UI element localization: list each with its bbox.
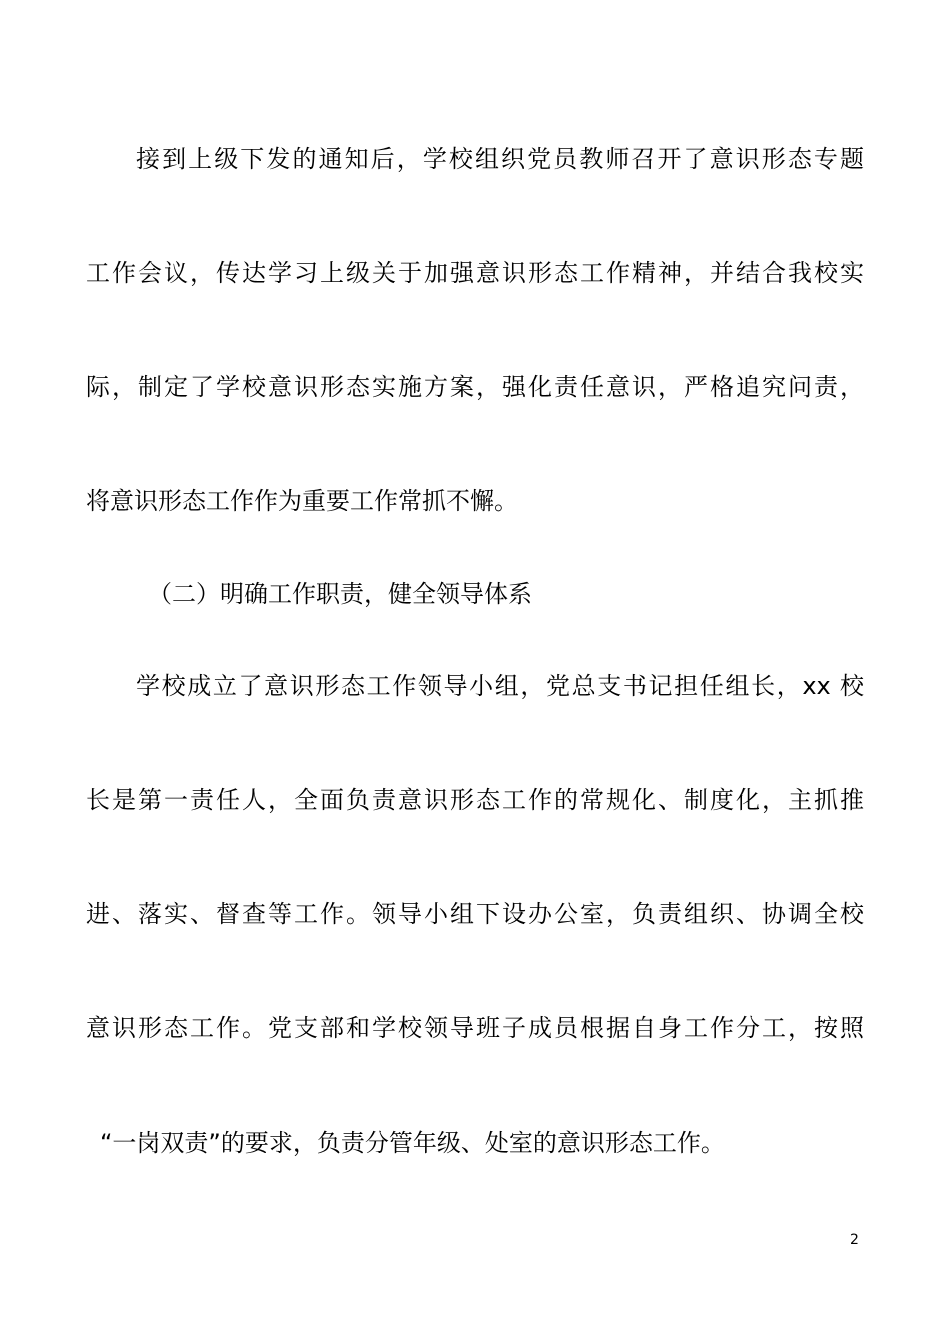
section-heading: （二）明确工作职责，健全领导体系 [148,580,532,608]
paragraph-1-line-2: 工作会议，传达学习上级关于加强意识形态工作精神，并结合我校实 [86,259,864,287]
paragraph-2-line-4: 意识形态工作。党支部和学校领导班子成员根据自身工作分工，按照 [86,1014,864,1042]
paragraph-1-line-4: 将意识形态工作作为重要工作常抓不懈。 [86,487,518,515]
paragraph-2-line-5: “一岗双责”的要求，负责分管年级、处室的意识形态工作。 [100,1129,725,1157]
paragraph-2-line-2: 长是第一责任人，全面负责意识形态工作的常规化、制度化，主抓推 [86,786,864,814]
paragraph-1-line-3: 际，制定了学校意识形态实施方案，强化责任意识，严格追究问责， [86,373,864,401]
page-number: 2 [850,1232,859,1248]
paragraph-2-line-3: 进、落实、督查等工作。领导小组下设办公室，负责组织、协调全校 [86,900,864,928]
paragraph-2-line-1: 学校成立了意识形态工作领导小组，党总支书记担任组长，xx 校 [136,672,864,700]
paragraph-1-line-1: 接到上级下发的通知后，学校组织党员教师召开了意识形态专题 [136,145,864,173]
